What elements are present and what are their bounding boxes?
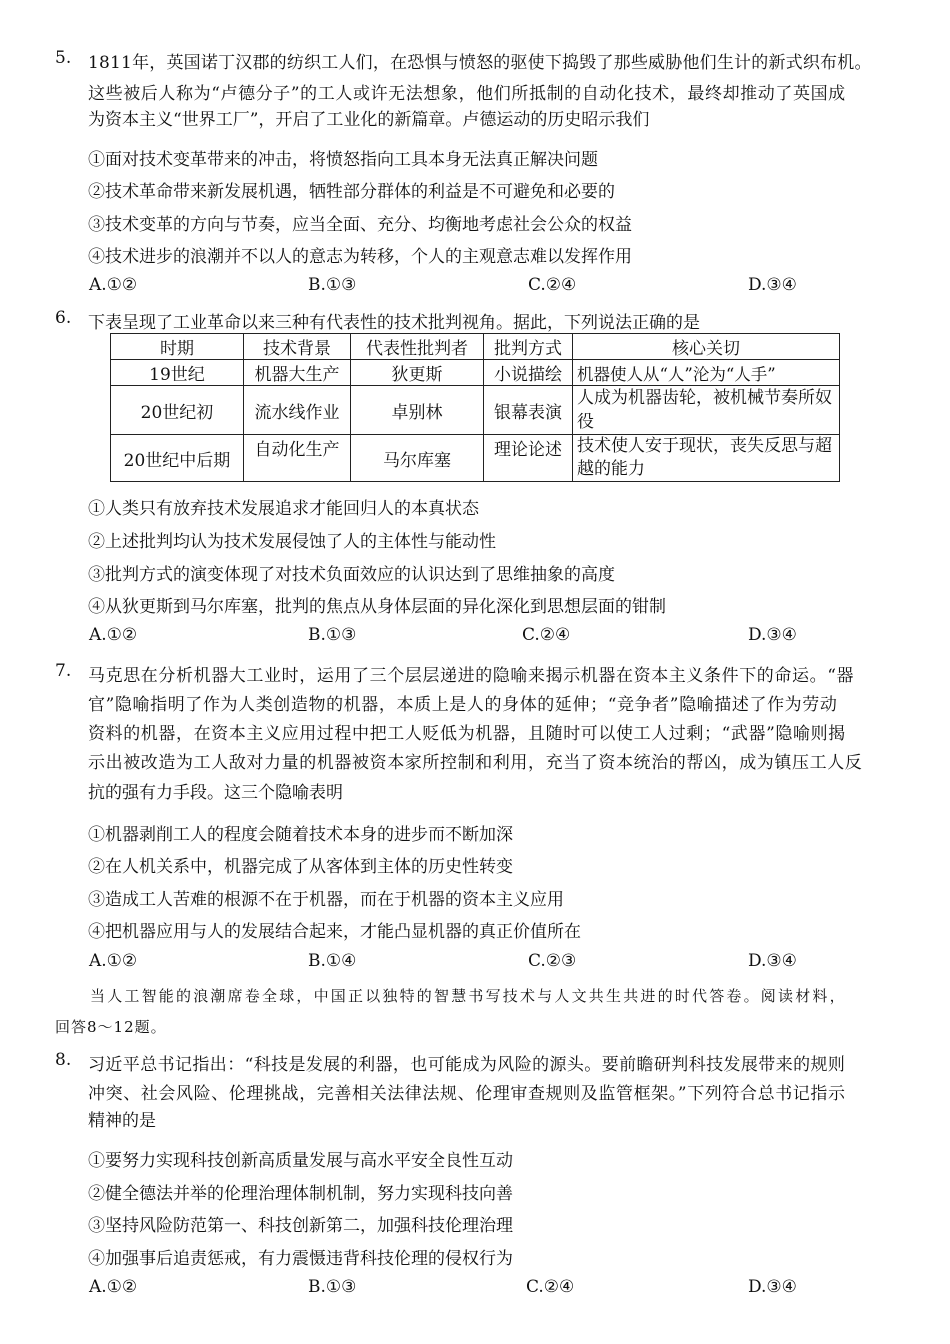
choice-a[interactable]: A.①②	[89, 625, 138, 645]
choice-c[interactable]: C.②④	[522, 625, 571, 645]
question-stem-line: 冲突、社会风险、伦理挑战，完善相关法律法规、伦理审查规则及监管框架。”下列符合总书记指示	[88, 1084, 846, 1104]
statement-option: ④技术进步的浪潮并不以人的意志为转移，个人的主观意志难以发挥作用	[88, 247, 632, 267]
choice-d[interactable]: D.③④	[748, 951, 797, 971]
statement-option: ③坚持风险防范第一、科技创新第二，加强科技伦理治理	[88, 1216, 513, 1236]
choice-c[interactable]: C.②④	[528, 275, 577, 295]
choice-b[interactable]: B.①③	[308, 1277, 357, 1297]
question-number: 7.	[55, 661, 72, 681]
statement-option: ③造成工人苦难的根源不在于机器，而在于机器的资本主义应用	[88, 890, 564, 910]
table-header-row	[111, 334, 840, 360]
table-cell: 银幕表演	[484, 386, 573, 435]
table-cell: 狄更斯	[351, 360, 484, 386]
table-cell: 技术使人安于现状，丧失反思与超越的能力	[573, 435, 840, 482]
question-number: 6.	[55, 308, 72, 328]
question-stem-line: 示出被改造为工人敌对力量的机器被资本家所控制和利用，充当了资本统治的帮凶，成为镇压工人反	[88, 753, 863, 773]
table-cell: 机器大生产	[244, 360, 351, 386]
question-number: 5.	[55, 48, 72, 68]
question-stem-line: 习近平总书记指出：“科技是发展的利器，也可能成为风险的源头。要前瞻研判科技发展带来的规则	[88, 1055, 846, 1075]
table-row	[111, 435, 840, 482]
statement-option: ①要努力实现科技创新高质量发展与高水平安全良性互动	[88, 1151, 513, 1171]
statement-option: ④从狄更斯到马尔库塞，批判的焦点从身体层面的异化深化到思想层面的钳制	[88, 597, 666, 617]
statement-option: ④把机器应用与人的发展结合起来，才能凸显机器的真正价值所在	[88, 922, 581, 942]
choice-a[interactable]: A.①②	[89, 275, 138, 295]
question-stem-line: 这些被后人称为“卢德分子”的工人或许无法想象，他们所抵制的自动化技术，最终却推动了英国成	[88, 84, 846, 104]
question-stem-line: 资料的机器，在资本主义应用过程中把工人贬低为机器，且随时可以使工人过剩；“武器”隐喻则揭	[88, 724, 846, 744]
choice-c[interactable]: C.②④	[526, 1277, 575, 1297]
table-cell: 20世纪中后期	[111, 435, 244, 482]
table-header: 批判方式	[484, 334, 573, 360]
choice-b[interactable]: B.①④	[308, 951, 357, 971]
table-header: 时期	[111, 334, 244, 360]
statement-option: ①机器剥削工人的程度会随着技术本身的进步而不断加深	[88, 825, 513, 845]
table-header: 技术背景	[244, 334, 351, 360]
question-number: 8.	[55, 1050, 72, 1070]
table-row	[111, 386, 840, 435]
question-stem-line: 官”隐喻指明了作为人类创造物的机器，本质上是人的身体的延伸；“竞争者”隐喻描述了作为劳动	[88, 695, 838, 715]
intro-line: 当人工智能的浪潮席卷全球，中国正以独特的智慧书写技术与人文共生共进的时代答卷。阅读材料，	[90, 987, 847, 1005]
question-stem-line: 抗的强有力手段。这三个隐喻表明	[88, 783, 343, 803]
intro-line: 回答8～12题。	[55, 1018, 167, 1036]
table-cell: 流水线作业	[244, 386, 351, 435]
choice-b[interactable]: B.①③	[308, 625, 357, 645]
choice-d[interactable]: D.③④	[748, 275, 797, 295]
statement-option: ③批判方式的演变体现了对技术负面效应的认识达到了思维抽象的高度	[88, 565, 615, 585]
statement-option: ③技术变革的方向与节奏，应当全面、充分、均衡地考虑社会公众的权益	[88, 215, 632, 235]
table-cell: 机器使人从“人”沦为“人手”	[573, 360, 840, 386]
statement-option: ①面对技术变革带来的冲击，将愤怒指向工具本身无法真正解决问题	[88, 150, 598, 170]
critique-table	[110, 333, 840, 482]
choice-a[interactable]: A.①②	[89, 951, 138, 971]
table-row	[111, 360, 840, 386]
table-cell: 20世纪初	[111, 386, 244, 435]
table-cell: 马尔库塞	[351, 435, 484, 482]
table-cell: 人成为机器齿轮，被机械节奏所奴役	[573, 386, 840, 435]
statement-option: ②健全德法并举的伦理治理体制机制，努力实现科技向善	[88, 1184, 513, 1204]
choice-d[interactable]: D.③④	[748, 625, 797, 645]
table-header: 代表性批判者	[351, 334, 484, 360]
question-stem-line: 为资本主义“世界工厂”，开启了工业化的新篇章。卢德运动的历史昭示我们	[88, 110, 650, 130]
table-cell: 小说描绘	[484, 360, 573, 386]
table-header: 核心关切	[573, 334, 840, 360]
statement-option: ②上述批判均认为技术发展侵蚀了人的主体性与能动性	[88, 532, 496, 552]
table-cell: 理论论述	[484, 435, 573, 482]
table-cell: 卓别林	[351, 386, 484, 435]
choice-d[interactable]: D.③④	[748, 1277, 797, 1297]
question-stem-line: 精神的是	[88, 1111, 156, 1131]
statement-option: ②技术革命带来新发展机遇，牺牲部分群体的利益是不可避免和必要的	[88, 182, 615, 202]
statement-option: ①人类只有放弃技术发展追求才能回归人的本真状态	[88, 499, 479, 519]
choice-a[interactable]: A.①②	[89, 1277, 138, 1297]
statement-option: ②在人机关系中，机器完成了从客体到主体的历史性转变	[88, 857, 513, 877]
choice-b[interactable]: B.①③	[308, 275, 357, 295]
table-cell: 自动化生产	[244, 435, 351, 482]
question-stem-line: 下表呈现了工业革命以来三种有代表性的技术批判视角。据此，下列说法正确的是	[88, 313, 700, 333]
question-stem-line: 1811年，英国诺丁汉郡的纺织工人们，在恐惧与愤怒的驱使下捣毁了那些威胁他们生计的新式织布机。	[88, 53, 872, 73]
table-cell: 19世纪	[111, 360, 244, 386]
statement-option: ④加强事后追责惩戒，有力震慑违背科技伦理的侵权行为	[88, 1249, 513, 1269]
choice-c[interactable]: C.②③	[528, 951, 577, 971]
question-stem-line: 马克思在分析机器大工业时，运用了三个层层递进的隐喻来揭示机器在资本主义条件下的命运。“器	[88, 666, 855, 686]
